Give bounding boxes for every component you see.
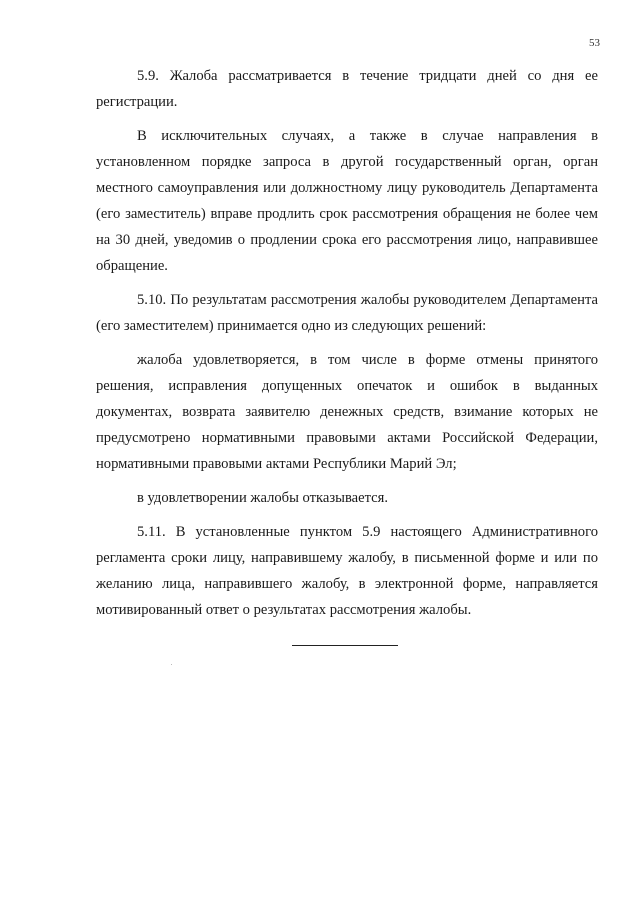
paragraph-exceptional-cases: В исключительных случаях, а также в случае направления в установленном порядке запроса в другой государственный орган, орган местного самоуправления или должностному лицу руководитель Департамента (его заместитель) вправе продлить срок рассмотрения обращения не более чем на 30 дней, уведомив о продлении срока его рассмотрения лицо, направившее обращение. <box>96 128 598 274</box>
page-number: 53 <box>589 37 600 49</box>
paragraph-5-9: 5.9. Жалоба рассматривается в течение тридцати дней со дня ее регистрации. <box>96 68 598 110</box>
paragraph-complaint-satisfied: жалоба удовлетворяется, в том числе в форме отмены принятого решения, исправления допущенных опечаток и ошибок в выданных документах, возврата заявителю денежных средств, взимание которых не предусмотрено нормативными правовыми актами Российской Федерации, нормативными правовыми актами Республики Марий Эл; <box>96 352 598 472</box>
document-body <box>96 63 598 623</box>
paragraph-5-10: 5.10. По результатам рассмотрения жалобы руководителем Департамента (его заместителем) принимается одно из следующих решений: <box>96 292 598 334</box>
paragraph-complaint-rejected: в удовлетворении жалобы отказывается. <box>137 490 389 506</box>
end-separator-line <box>292 645 398 646</box>
scan-speck <box>171 664 172 665</box>
paragraph-5-11: 5.11. В установленные пунктом 5.9 настоящего Административного регламента сроки лицу, направившему жалобу, в письменной форме и или по желанию лица, направившего жалобу, в электронной форме, направляется мотивированный ответ о результатах рассмотрения жалобы. <box>96 524 598 618</box>
